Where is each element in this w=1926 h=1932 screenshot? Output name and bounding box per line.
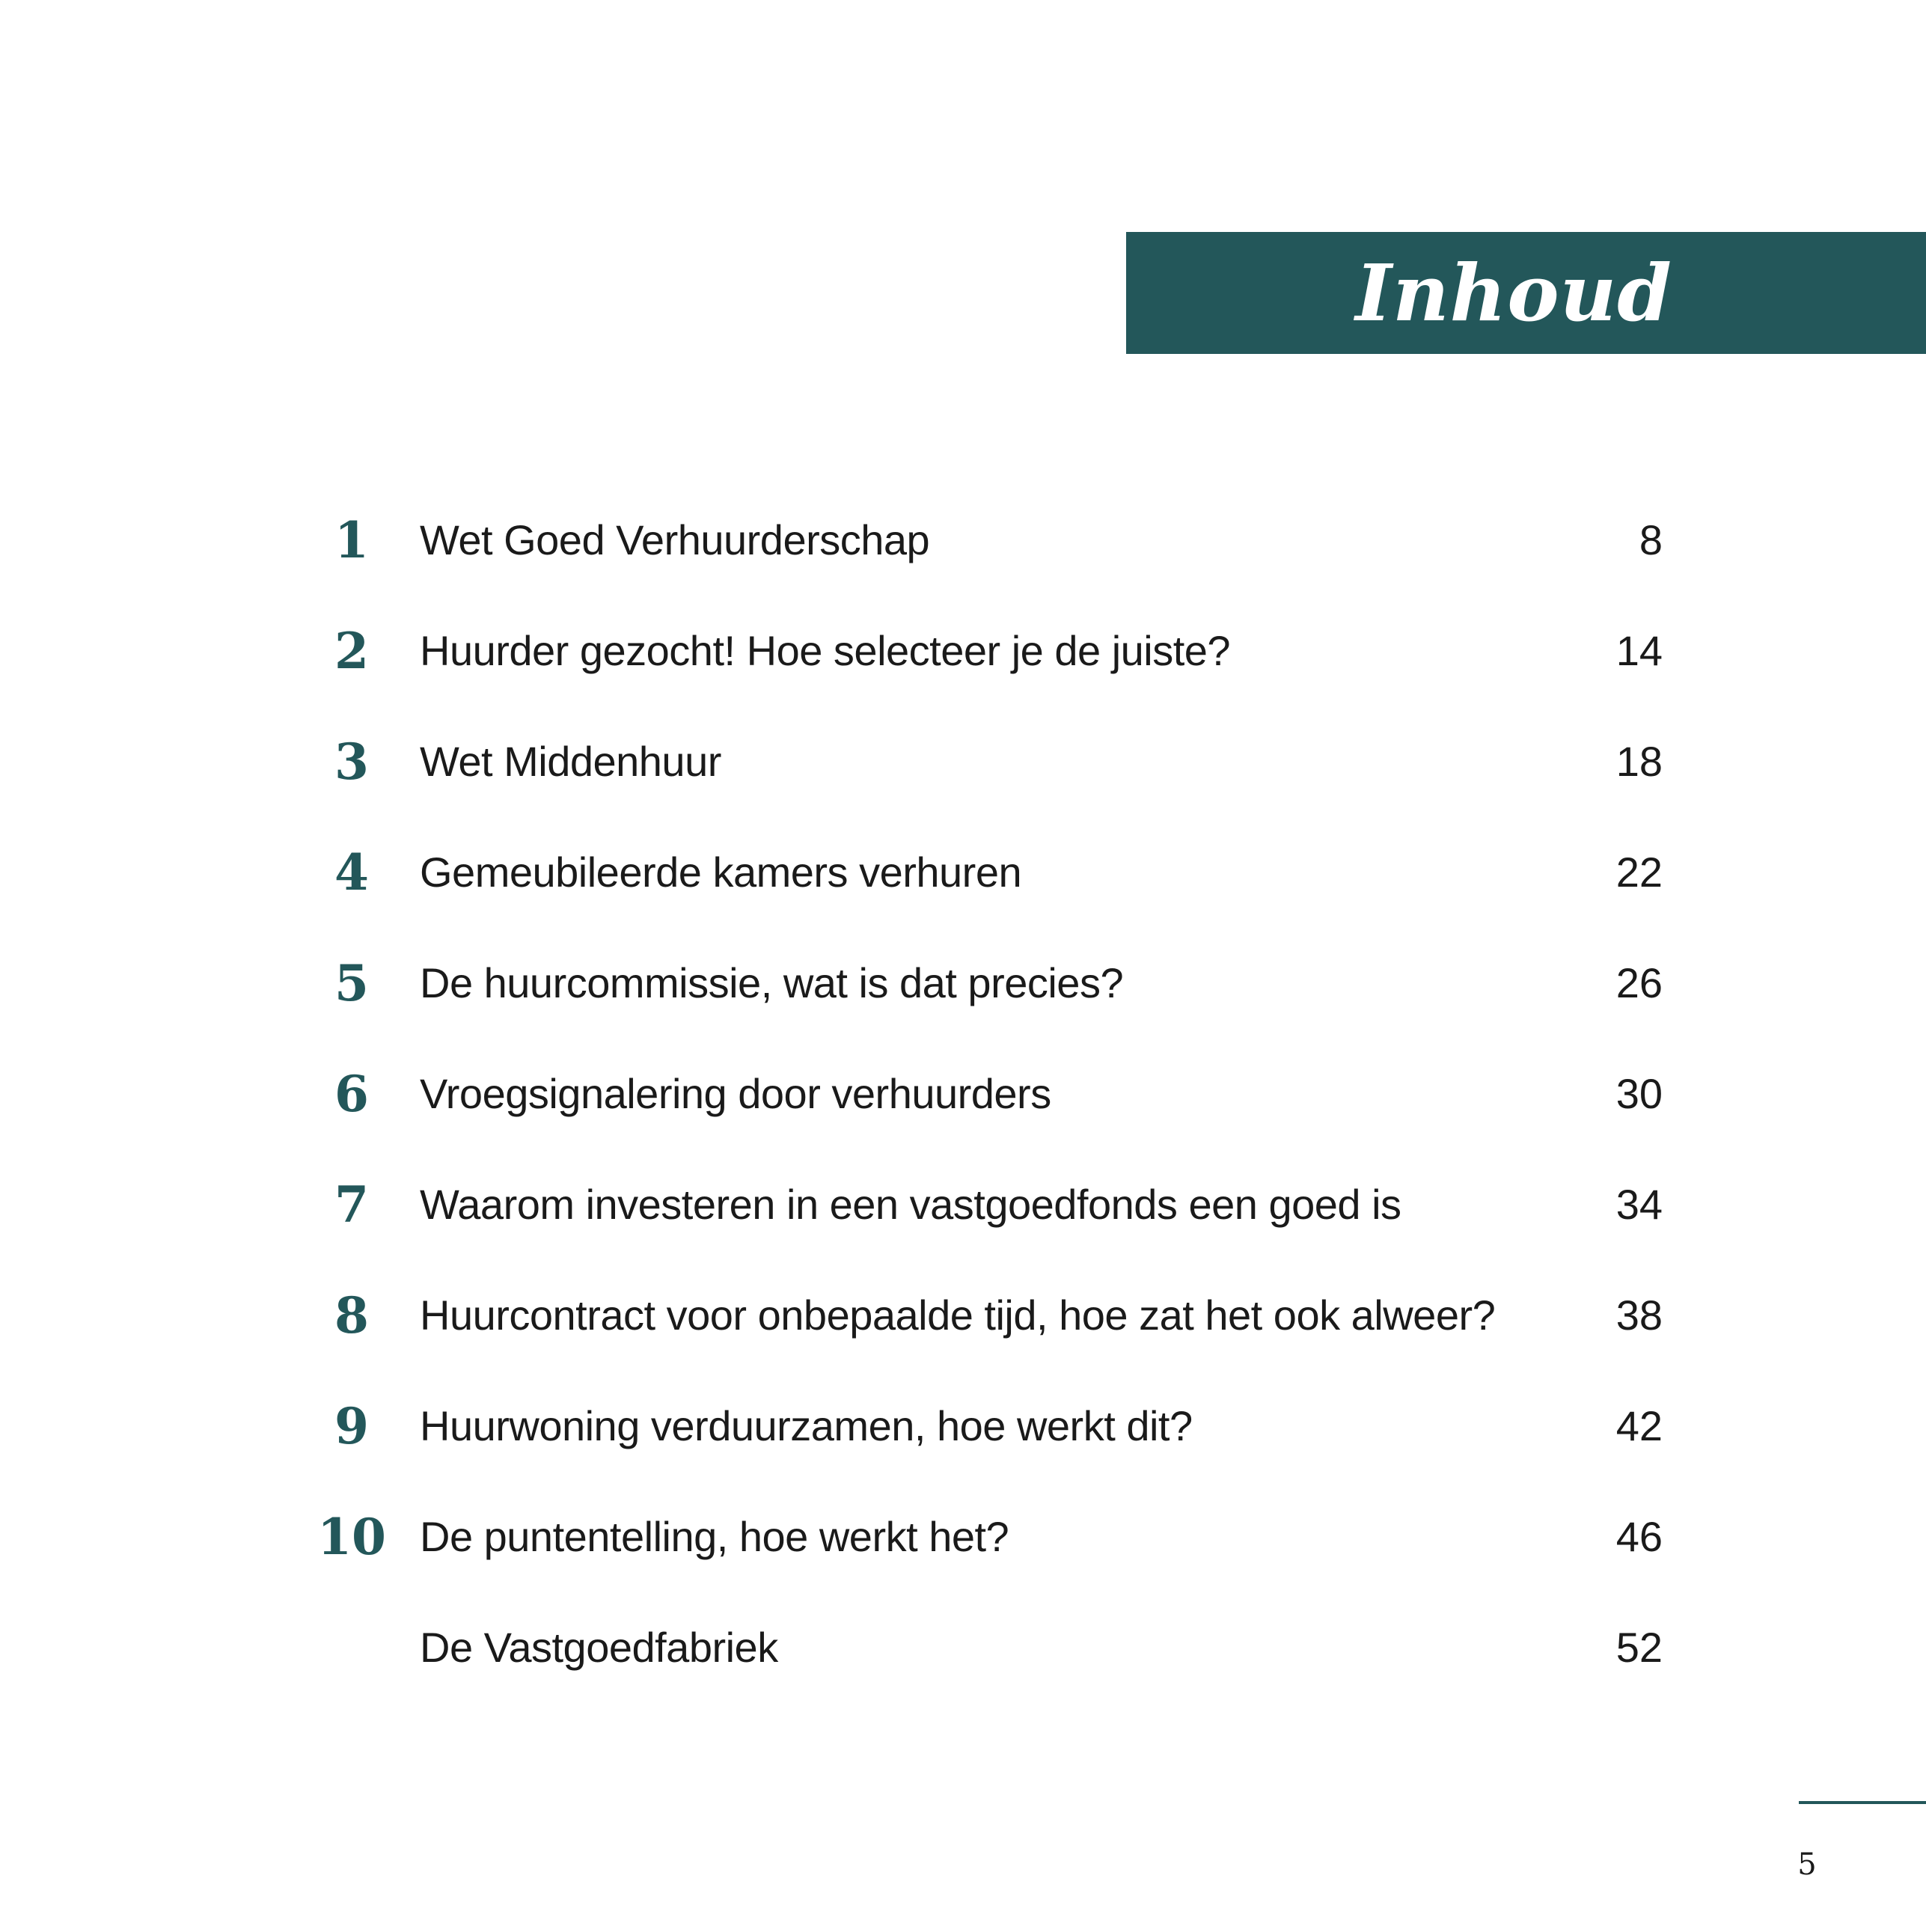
toc-entry-title: Vroegsignalering door verhuurders [420, 1070, 1051, 1117]
toc-entry-number: 7 [334, 1176, 369, 1234]
toc-entry-page: 38 [1615, 1291, 1663, 1339]
toc-entry-5[interactable] [0, 946, 1926, 1021]
toc-entry-number [314, 1610, 389, 1685]
toc-entry-page: 22 [1615, 849, 1663, 896]
page-title: Inhoud [1355, 247, 1672, 339]
toc-entry-number: 4 [334, 843, 369, 902]
toc-entry-title: Waarom investeren in een vastgoedfonds een goed is [420, 1181, 1401, 1228]
toc-entry-page: 26 [1615, 959, 1663, 1006]
toc-entry-9[interactable] [0, 1389, 1926, 1464]
toc-entry-page: 30 [1615, 1070, 1663, 1117]
toc-entry-page: 8 [1639, 516, 1663, 563]
toc-entry-title: Huurder gezocht! Hoe selecteer je de juiste? [420, 627, 1231, 674]
toc-entry-page: 42 [1615, 1402, 1663, 1449]
toc-entry-number: 2 [334, 622, 369, 680]
toc-entry-4[interactable] [0, 835, 1926, 910]
toc-entry-11[interactable] [0, 1610, 1926, 1685]
toc-entry-page: 18 [1615, 738, 1663, 785]
toc-entry-number: 10 [317, 1508, 386, 1566]
toc-entry-6[interactable] [0, 1057, 1926, 1131]
toc-entry-title: Huurwoning verduurzamen, hoe werkt dit? [420, 1402, 1193, 1449]
toc-entry-number: 9 [334, 1397, 369, 1455]
toc-entry-page: 34 [1615, 1181, 1663, 1228]
toc-entry-page: 52 [1615, 1624, 1663, 1671]
toc-entry-title: De puntentelling, hoe werkt het? [420, 1513, 1009, 1560]
toc-entry-8[interactable] [0, 1278, 1926, 1353]
footer-rule [1799, 1801, 1926, 1804]
toc-entry-1[interactable] [0, 503, 1926, 578]
toc-entry-number: 6 [334, 1065, 369, 1123]
toc-entry-title: De Vastgoedfabriek [420, 1624, 778, 1671]
toc-entry-title: Wet Goed Verhuurderschap [420, 516, 930, 563]
toc-entry-page: 46 [1615, 1513, 1663, 1560]
toc-entry-number: 5 [334, 954, 369, 1012]
toc-entry-10[interactable] [0, 1500, 1926, 1574]
toc-entry-title: Gemeubileerde kamers verhuren [420, 849, 1022, 896]
page-number: 5 [1797, 1847, 1817, 1882]
toc-entry-title: Wet Middenhuur [420, 738, 721, 785]
toc-entry-title: Huurcontract voor onbepaalde tijd, hoe zat het ook alweer? [420, 1291, 1496, 1339]
toc-entry-3[interactable] [0, 724, 1926, 799]
toc-entry-number: 1 [334, 511, 369, 569]
toc-entry-page: 14 [1615, 627, 1663, 674]
toc-entry-number: 8 [334, 1286, 369, 1345]
toc-entry-number: 3 [334, 733, 369, 791]
toc-entry-7[interactable] [0, 1167, 1926, 1242]
toc-entry-title: De huurcommissie, wat is dat precies? [420, 959, 1124, 1006]
toc-entry-2[interactable] [0, 614, 1926, 688]
